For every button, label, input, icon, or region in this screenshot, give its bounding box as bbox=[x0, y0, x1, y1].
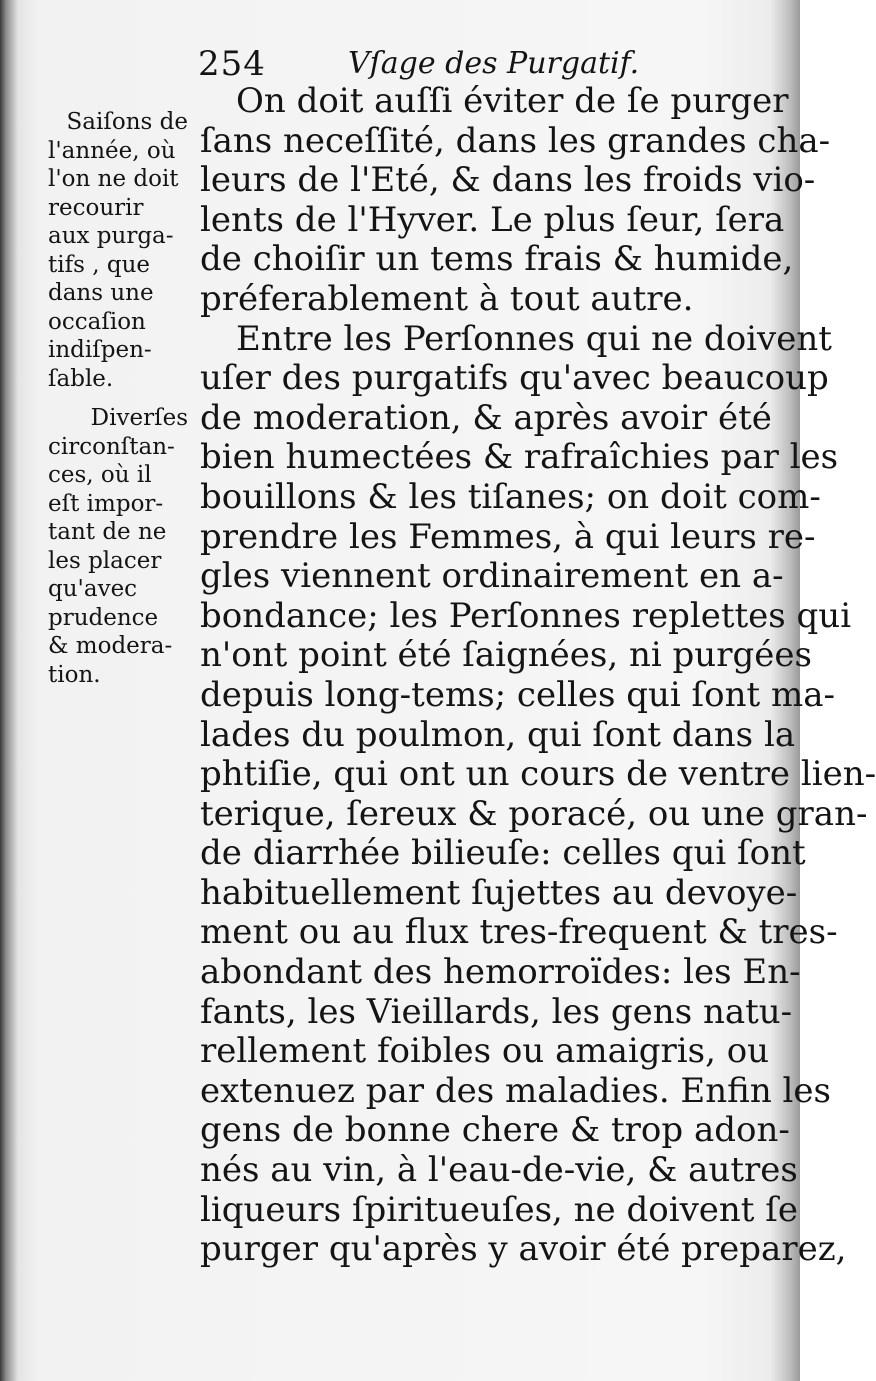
body-line: bouillons & les tiſanes; on doit com- bbox=[200, 476, 821, 517]
margin-note-line: recourir bbox=[48, 194, 144, 221]
margin-note-line: & modera- bbox=[48, 633, 173, 659]
margin-note-line: aux purga- bbox=[48, 223, 174, 249]
body-line: uſer des purgatifs qu'avec beaucoup bbox=[200, 358, 829, 399]
body-line: bondance; les Perſonnes replettes qui bbox=[200, 595, 852, 636]
body-line: Entre les Perſonnes qui ne doivent bbox=[236, 318, 832, 359]
body-line: ſans neceſſité, dans les grandes cha- bbox=[200, 120, 831, 161]
margin-note-line: occaſion bbox=[48, 308, 146, 335]
body-line: gens de bonne chere & trop adon- bbox=[200, 1110, 790, 1151]
margin-notes bbox=[48, 108, 188, 689]
body-line: gles viennent ordinairement en a- bbox=[200, 556, 784, 597]
body-line: liqueurs ſpiritueuſes, ne doivent ſe bbox=[200, 1189, 798, 1230]
margin-note-line: les placer bbox=[48, 547, 162, 574]
margin-note-line: tion. bbox=[48, 661, 101, 688]
margin-note-circumstances bbox=[48, 404, 188, 689]
margin-note-line: ces, où il bbox=[48, 462, 152, 488]
body-line: préferablement à tout autre. bbox=[200, 278, 694, 319]
body-line: nés au vin, à l'eau-de-vie, & autres bbox=[200, 1150, 798, 1191]
body-line: prendre les Femmes, à qui leurs re- bbox=[200, 516, 816, 557]
body-line: extenuez par des maladies. Enfin les bbox=[200, 1070, 831, 1111]
margin-note-line: l'année, où bbox=[48, 137, 176, 164]
margin-note-line: qu'avec bbox=[48, 576, 138, 602]
paragraph-persons bbox=[200, 318, 876, 1270]
paragraph-purge-seasons bbox=[200, 81, 831, 320]
body-line: abondant des hemorroïdes: les En- bbox=[200, 952, 801, 993]
margin-note-line: ſable. bbox=[48, 365, 114, 392]
margin-note-line: dans une bbox=[48, 280, 154, 306]
body-line: ment ou au flux tres-frequent & tres- bbox=[200, 912, 838, 953]
body-line: de moderation, & après avoir été bbox=[200, 397, 772, 438]
body-line: habituellement ſujettes au devoye- bbox=[200, 872, 798, 913]
margin-note-line: Diverſes bbox=[90, 405, 188, 431]
margin-note-line: Saiſons de bbox=[66, 109, 188, 135]
body-line: phtiſie, qui ont un cours de ventre lien- bbox=[200, 754, 876, 795]
margin-note-line: l'on ne doit bbox=[48, 166, 179, 192]
margin-note-line: tant de ne bbox=[48, 519, 167, 545]
body-line: bien humectées & rafraîchies par les bbox=[200, 437, 839, 478]
body-line: n'ont point été ſaignées, ni purgées bbox=[200, 635, 812, 676]
body-line: fants, les Vieillards, les gens natu- bbox=[200, 991, 793, 1032]
body-line: depuis long-tems; celles qui ſont ma- bbox=[200, 674, 835, 715]
body-line: terique, ſereux & poracé, ou une gran- bbox=[200, 793, 868, 834]
margin-note-line: prudence bbox=[48, 604, 159, 631]
body-line: lades du poulmon, qui ſont dans la bbox=[200, 714, 796, 755]
margin-note-line: tifs , que bbox=[48, 251, 150, 278]
running-title: Vſage des Purgatif. bbox=[348, 46, 640, 81]
page-number: 254 bbox=[198, 44, 266, 84]
margin-note-line: indiſpen- bbox=[48, 337, 152, 363]
body-line: On doit auſſi éviter de ſe purger bbox=[236, 81, 789, 121]
body-line: leurs de l'Eté, & dans les froids vio- bbox=[200, 160, 816, 201]
body-line: purger qu'après y avoir été preparez, bbox=[200, 1229, 847, 1270]
body-line: lents de l'Hyver. Le plus ſeur, ſera bbox=[200, 199, 785, 240]
margin-note-line: eſt impor- bbox=[48, 490, 164, 517]
body-line: de choiſir un tems frais & humide, bbox=[200, 239, 794, 280]
body-text bbox=[200, 81, 876, 1270]
margin-note-line: circonſtan- bbox=[48, 433, 175, 460]
body-line: de diarrhée bilieuſe: celles qui ſont bbox=[200, 833, 806, 874]
body-line: rellement foibles ou amaigris, ou bbox=[200, 1031, 770, 1072]
margin-note-seasons bbox=[48, 108, 188, 393]
